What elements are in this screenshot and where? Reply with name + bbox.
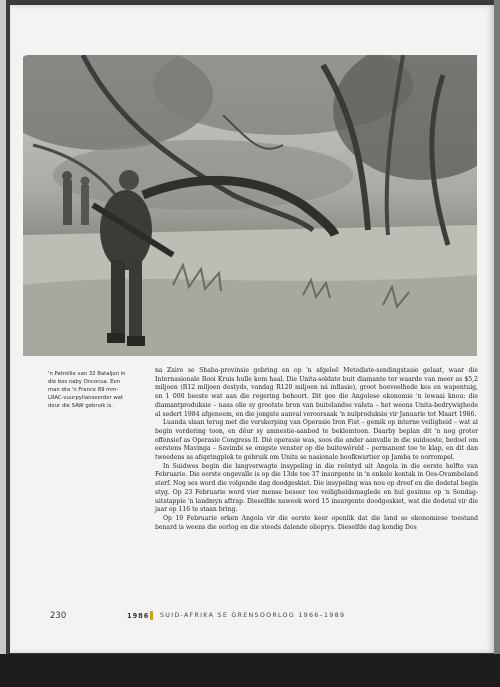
running-header-title: SUID-AFRIKA SE GRENSOORLOG 1966–1989 bbox=[160, 612, 346, 619]
running-header-marker bbox=[150, 611, 153, 620]
photo-caption bbox=[48, 370, 132, 410]
scan-edge-left bbox=[0, 0, 6, 687]
book-page bbox=[10, 5, 494, 653]
caption-line: die bos naby Oncocua. Een bbox=[48, 379, 121, 386]
caption-line: LRAC-vuurpyllanseerder wat bbox=[48, 395, 123, 402]
caption-line: man dra 'n France 89 mm- bbox=[48, 387, 119, 394]
running-header-year: 1986 bbox=[127, 612, 150, 620]
page-number: 230 bbox=[50, 611, 67, 621]
photo-illustration bbox=[23, 55, 477, 356]
patrol-photograph bbox=[23, 55, 477, 356]
body-paragraph: Luanda slaan terug met die verskerping van Operasie Iron Fist – gemik op interne veiligheid – wat al begin vordering toon, en dêur sy amnestie-aanbod te beklemtoon. Daarby beplan dit 'n nog groter offensief as Operasie Congress II. Dié operasie was, soos die ander aanvalle in die suidooste, bedoel om eerstens Mavinga – Savimbi se enigste venster op die buitewêreld – permanent toe te klap, en dit dan tweedens as afspringplek te gebruik om Unita se nasionale hoofkwartier op Jamba te oorrompel. bbox=[155, 419, 478, 462]
page-footer bbox=[10, 611, 494, 627]
body-paragraph: na Zaire se Shaba-provinsie gebring en op 'n afgeleë Metodiste-sendingstasie gelaat, waar die Internasionale Rooi Kruis hulle kom haal. Die Unita-soldate buit diamante ter waarde van meer as $5,2 miljoen (R12 miljoen destyds, vandag R120 miljoen ná inflasie), groot hoeveelhede kos en wapentuig, en 1 000 beeste wat aan die regering behoort. Dit gee die Angolese ekonomie 'n lewaai knou: die diamantproduksie – naas olie sy grootste bron van buitelandse valuta – het weens Unita-bedrywighede al sedert 1984 afgeneem, en die jongste aanval veroorsaak 'n nulproduksie vir Januarie tot Maart 1986. bbox=[155, 367, 478, 418]
scan-edge-right bbox=[494, 0, 500, 687]
scan-background bbox=[0, 654, 500, 687]
caption-line: 'n Patrollie van 32 Bataljon in bbox=[48, 371, 126, 377]
caption-line: deur die SAW gebruik is. bbox=[48, 403, 113, 410]
body-paragraph: In Suidwes begin die langverwagte insypeling in die reëntyd uit Angola in die eerste helfte van Februarie. Die eerste ongevalle is op die 13de toe 37 insurgente in 'n enkele kontak in Oos-Ovamboland sterf. Nog ses word die volgende dag doodgeskiet. Die insypeling was nou op dreef en die dodetal begin styg. Op 23 Februarie word vier mense beseer toe veiligheidsmaglede en hul gesinne op 'n Sondag-uitstappie 'n landmyn aftrap. Dieselfde naweek word 15 insurgente doodgeskiet, wat die dodetal vir die jaar op 116 te staan bring. bbox=[155, 462, 478, 514]
body-text bbox=[155, 367, 478, 532]
body-paragraph: Op 19 Februarie erken Angola vir die eerste keer openlik dat die land se ekonomiese toestand benard is weens die oorlog en die steeds dalende olieprys. Dieselfde dag kondig Dos bbox=[155, 514, 478, 531]
